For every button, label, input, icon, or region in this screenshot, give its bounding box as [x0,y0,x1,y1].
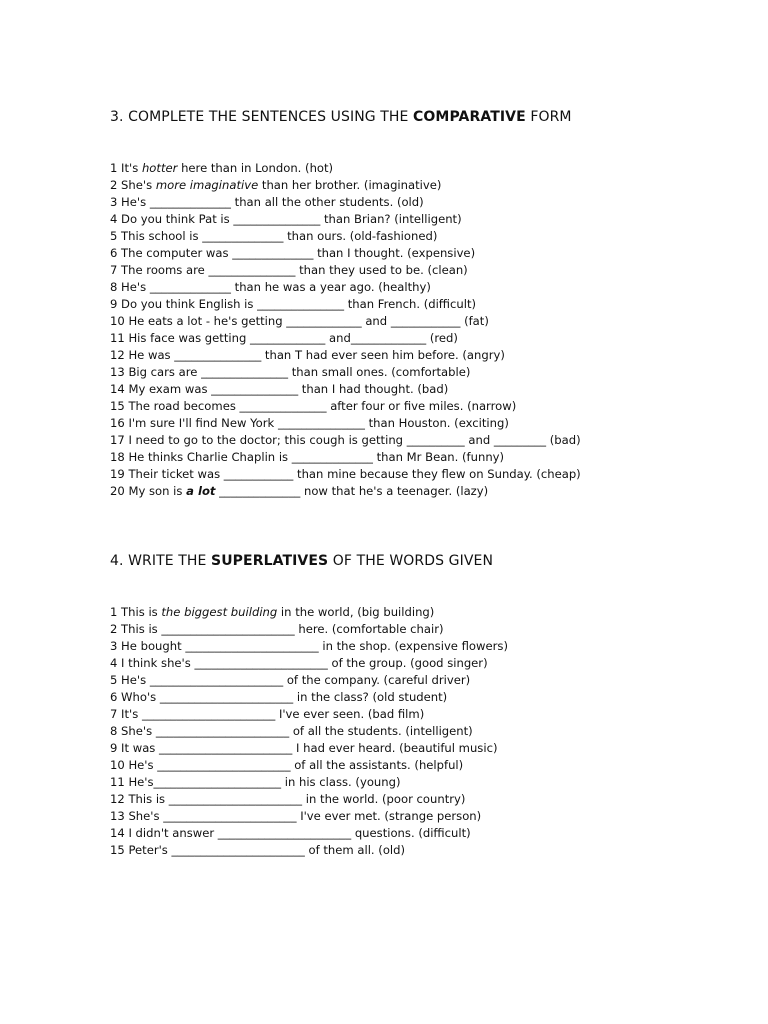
sentence-text: 3 He's ______________ than all the other students. (old) [110,195,424,209]
sentence-text: 8 He's ______________ than he was a year ago. (healthy) [110,280,431,294]
exercise-sentence [110,415,581,432]
sentence-text: 13 Big cars are _______________ than small ones. (comfortable) [110,365,471,379]
exercise-sentence [110,825,508,842]
heading-text: OF THE WORDS GIVEN [328,553,494,569]
sentence-text: 16 I'm sure I'll find New York _______________ than Houston. (exciting) [110,416,509,430]
example-answer: hotter [141,161,178,175]
exercise-sentence [110,364,581,381]
exercise-sentence [110,808,508,825]
exercise-sentence [110,211,581,228]
sentence-text: 10 He's _______________________ of all the assistants. (helpful) [110,758,464,772]
sentence-text: 11 His face was getting _____________ and_____________ (red) [110,331,458,345]
exercise-sentence [110,483,581,500]
exercise-sentence [110,160,581,177]
sentence-text: 15 Peter's _______________________ of them all. (old) [110,843,406,857]
heading-text: 4. WRITE THE [110,553,212,569]
comparative-exercise-list [110,160,581,500]
heading-emphasis: COMPARATIVE [413,109,526,125]
sentence-text: 9 Do you think English is _______________ than French. (difficult) [110,297,477,311]
exercise-sentence [110,228,581,245]
exercise-sentence [110,449,581,466]
exercise-sentence [110,177,581,194]
heading-text: 3. COMPLETE THE SENTENCES USING THE [110,109,414,125]
example-answer: more imaginative [155,178,259,192]
sentence-text: 3 He bought _______________________ in the shop. (expensive flowers) [110,639,508,653]
exercise-sentence [110,740,508,757]
sentence-text: 2 She's [110,178,156,192]
exercise-sentence [110,689,508,706]
sentence-text: ______________ now that he's a teenager. (lazy) [215,484,489,498]
heading-emphasis: SUPERLATIVES [211,553,329,569]
sentence-text: 4 Do you think Pat is _______________ than Brian? (intelligent) [110,212,462,226]
heading-text: FORM [525,109,572,125]
section-3-heading [110,109,572,125]
exercise-sentence [110,621,508,638]
sentence-text: 9 It was _______________________ I had ever heard. (beautiful music) [110,741,498,755]
sentence-text: 13 She's _______________________ I've ever met. (strange person) [110,809,482,823]
exercise-sentence [110,466,581,483]
sentence-text: 14 My exam was _______________ than I had thought. (bad) [110,382,449,396]
sentence-text: here than in London. (hot) [177,161,334,175]
sentence-text: 15 The road becomes _______________ after four or five miles. (narrow) [110,399,517,413]
exercise-sentence [110,296,581,313]
emphasis-text: a lot [186,484,216,498]
exercise-sentence [110,398,581,415]
sentence-text: in the world, (big building) [277,605,435,619]
exercise-sentence [110,347,581,364]
exercise-sentence [110,381,581,398]
exercise-sentence [110,245,581,262]
sentence-text: 1 This is [110,605,162,619]
example-answer: the biggest building [161,605,278,619]
superlative-exercise-list [110,604,508,859]
exercise-sentence [110,706,508,723]
sentence-text: 1 It's [110,161,142,175]
sentence-text: 20 My son is [110,484,187,498]
sentence-text: 10 He eats a lot - he's getting _____________ and ____________ (fat) [110,314,489,328]
exercise-sentence [110,774,508,791]
sentence-text: 14 I didn't answer _______________________ questions. (difficult) [110,826,471,840]
sentence-text: 7 It's _______________________ I've ever seen. (bad film) [110,707,425,721]
exercise-sentence [110,791,508,808]
sentence-text: 8 She's _______________________ of all the students. (intelligent) [110,724,473,738]
exercise-sentence [110,655,508,672]
exercise-sentence [110,262,581,279]
sentence-text: 12 He was _______________ than T had ever seen him before. (angry) [110,348,505,362]
sentence-text: 18 He thinks Charlie Chaplin is ______________ than Mr Bean. (funny) [110,450,505,464]
sentence-text: 17 I need to go to the doctor; this cough is getting __________ and _________ (bad) [110,433,581,447]
exercise-sentence [110,330,581,347]
exercise-sentence [110,432,581,449]
exercise-sentence [110,604,508,621]
exercise-sentence [110,723,508,740]
exercise-sentence [110,672,508,689]
sentence-text: 2 This is _______________________ here. (comfortable chair) [110,622,444,636]
sentence-text: 19 Their ticket was ____________ than mine because they flew on Sunday. (cheap) [110,467,581,481]
sentence-text: 4 I think she's _______________________ of the group. (good singer) [110,656,488,670]
section-4-heading [110,553,493,569]
exercise-sentence [110,638,508,655]
exercise-sentence [110,313,581,330]
exercise-sentence [110,842,508,859]
exercise-sentence [110,279,581,296]
sentence-text: 7 The rooms are _______________ than they used to be. (clean) [110,263,468,277]
sentence-text: than her brother. (imaginative) [258,178,442,192]
sentence-text: 5 He's _______________________ of the company. (careful driver) [110,673,471,687]
exercise-sentence [110,757,508,774]
sentence-text: 6 Who's _______________________ in the class? (old student) [110,690,448,704]
sentence-text: 5 This school is ______________ than ours. (old-fashioned) [110,229,438,243]
sentence-text: 6 The computer was ______________ than I thought. (expensive) [110,246,476,260]
sentence-text: 12 This is _______________________ in the world. (poor country) [110,792,466,806]
exercise-sentence [110,194,581,211]
sentence-text: 11 He's______________________ in his class. (young) [110,775,401,789]
